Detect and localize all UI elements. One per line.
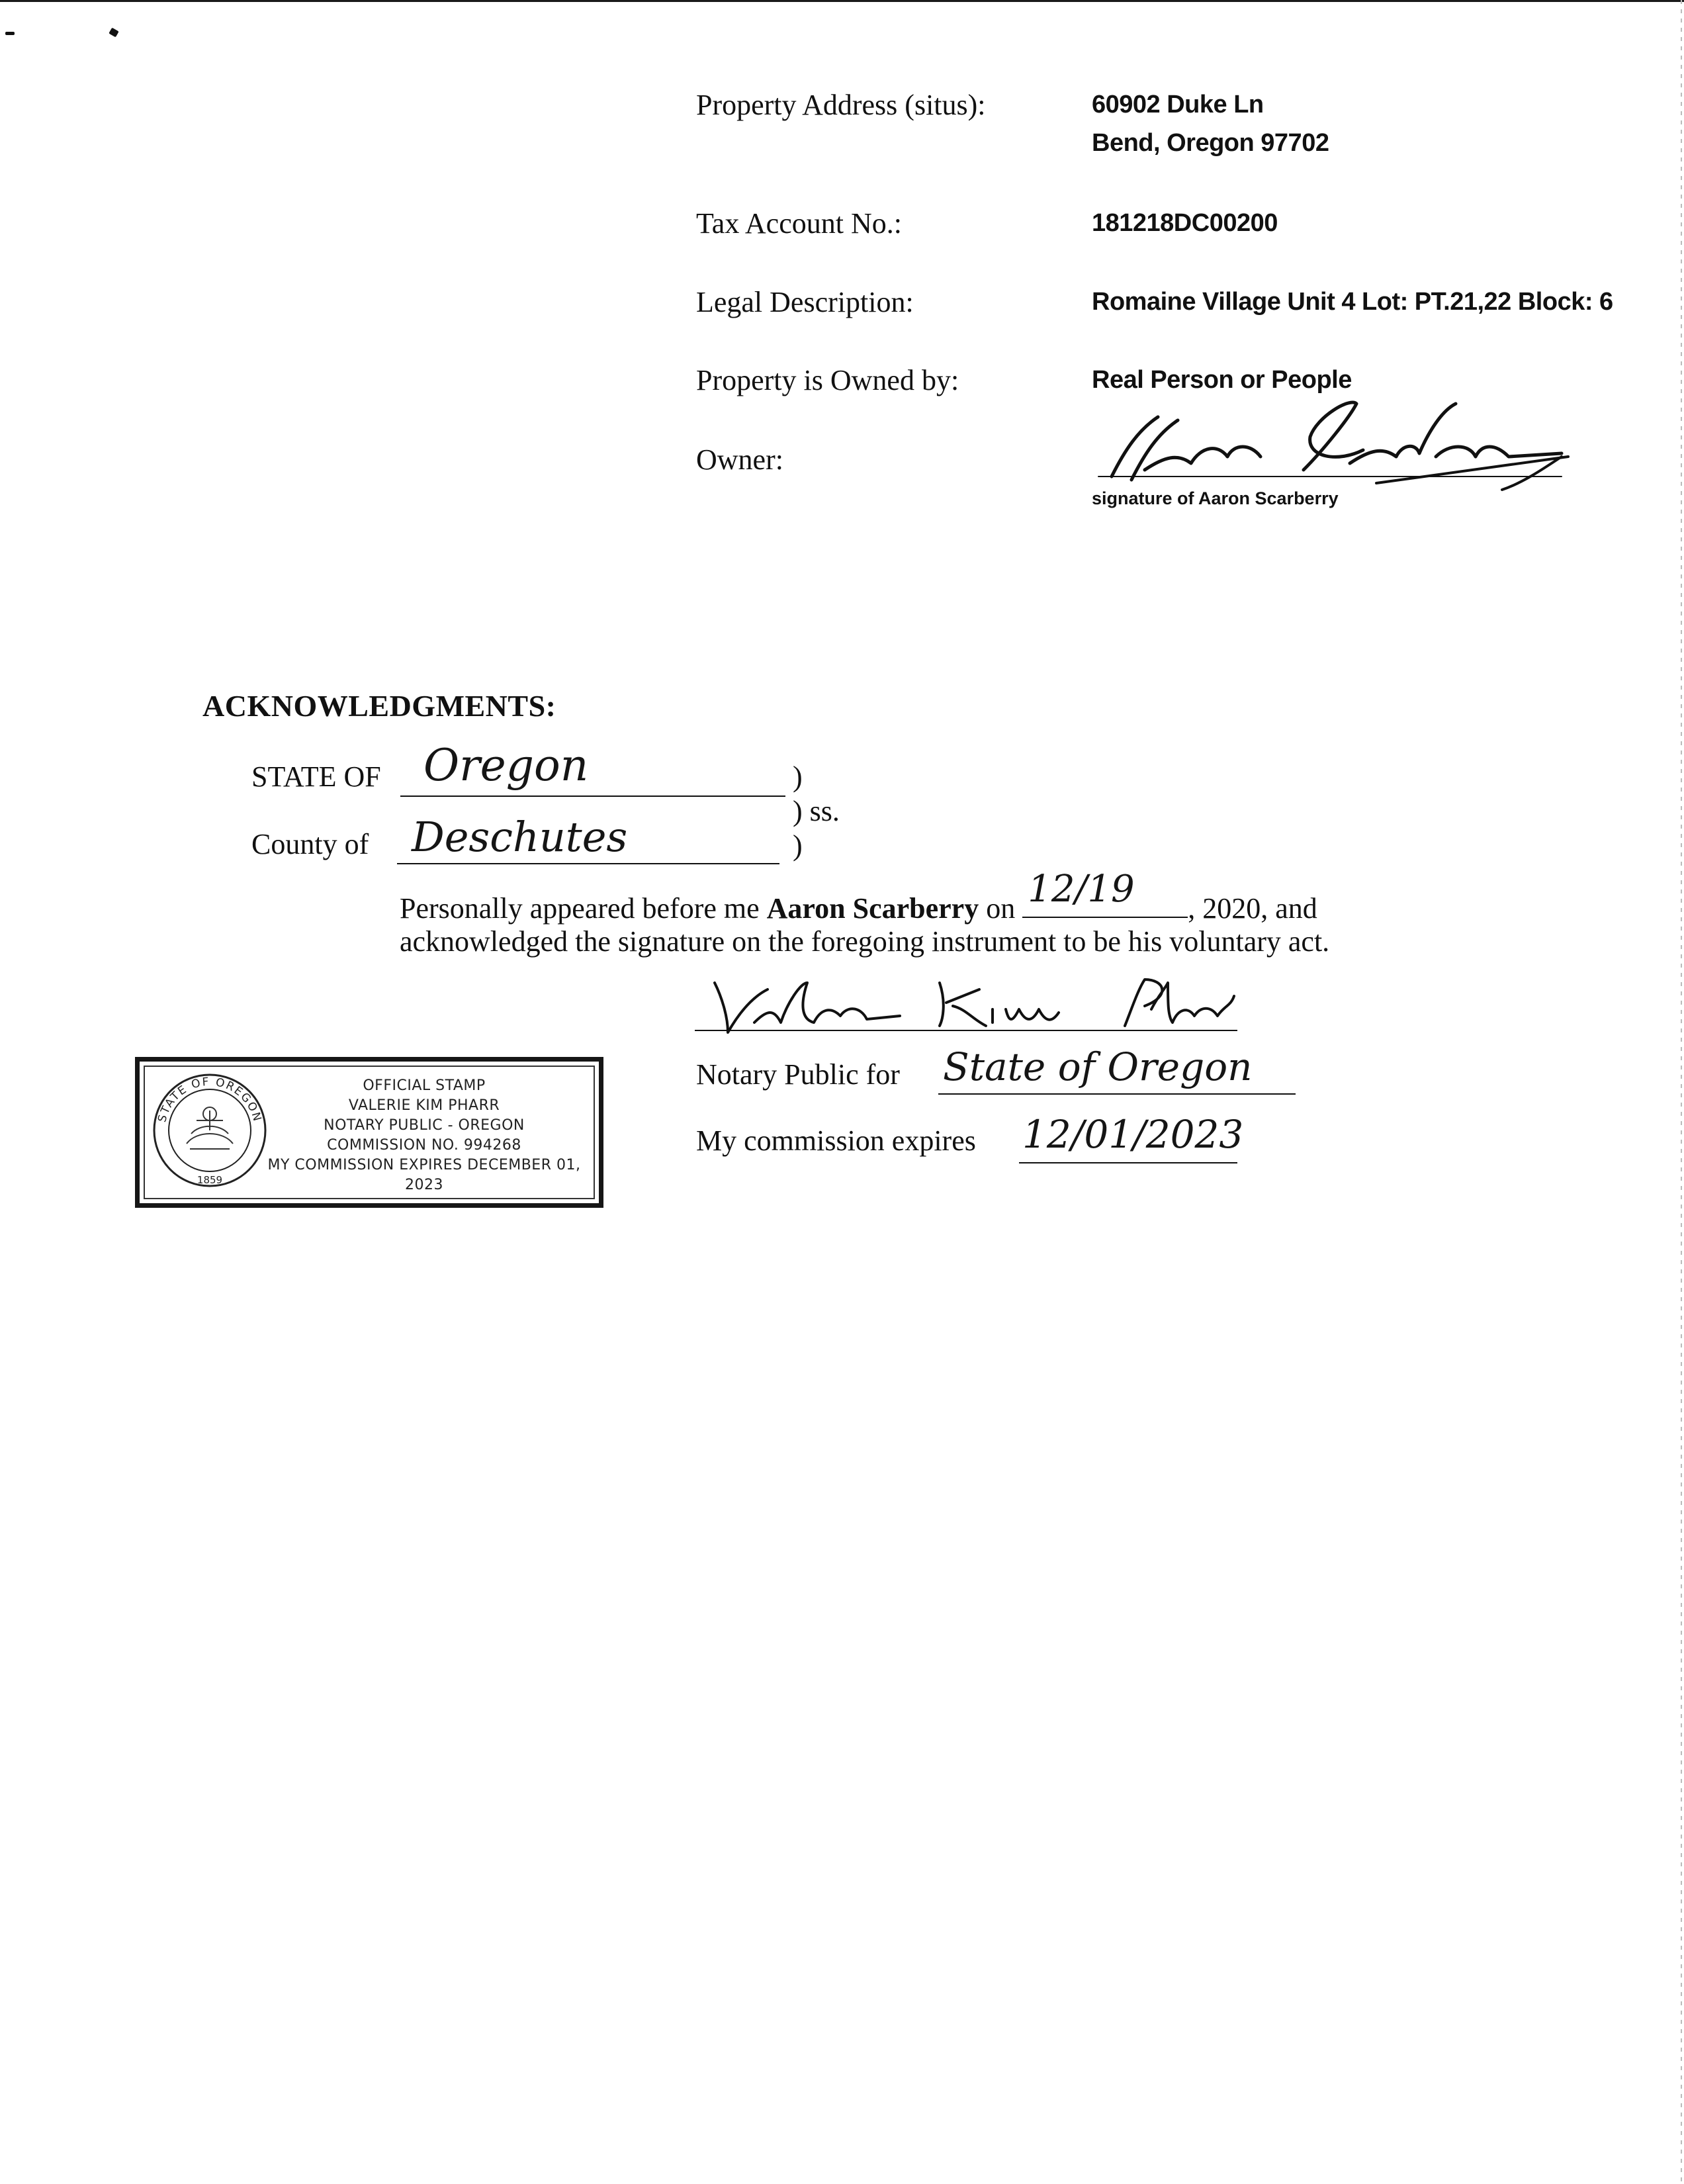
ss-mark: ) ss. [793,795,840,827]
paren-bottom: ) [793,829,803,862]
owned-by-label: Property is Owned by: [696,364,959,396]
oregon-state-seal [150,1071,269,1190]
property-address-label: Property Address (situs): [696,89,986,121]
date-blank [1022,868,1188,918]
stamp-line-3: NOTARY PUBLIC - OREGON [324,1117,525,1134]
owner-signature-caption: signature of Aaron Scarberry [1092,488,1339,508]
para-prefix: Personally appeared before me [400,892,760,925]
commission-underline [1019,1162,1237,1163]
date-handwritten: 12/19 [1028,868,1135,911]
stamp-text-block [252,1076,596,1195]
seal-year: 1859 [197,1174,223,1186]
official-notary-stamp [135,1057,603,1208]
para-on: on [986,892,1016,925]
scan-top-edge [0,0,1684,2]
tax-account-value: 181218DC00200 [1092,209,1278,237]
property-address-line2: Bend, Oregon 97702 [1092,129,1329,157]
commission-label: My commission expires [696,1124,976,1157]
scan-speck [5,32,15,35]
seal-text: STATE OF OREGON [155,1075,264,1124]
notary-for-handwritten: State of Oregon [943,1044,1253,1089]
legal-description-label: Legal Description: [696,286,914,318]
commission-handwritten: 12/01/2023 [1022,1112,1244,1157]
state-of-label: STATE OF [251,760,381,793]
paren-top: ) [793,760,803,793]
para-year: , 2020, and [1188,892,1317,925]
notary-for-underline [938,1093,1296,1095]
legal-description-value: Romaine Village Unit 4 Lot: PT.21,22 Block: 6 [1092,288,1613,316]
property-address-line1: 60902 Duke Ln [1092,91,1264,118]
para-name: Aaron Scarberry [766,892,979,925]
scan-speck [109,28,118,38]
notary-for-label: Notary Public for [696,1058,900,1091]
acknowledgments-heading: ACKNOWLEDGMENTS: [202,689,556,723]
owner-label: Owner: [696,443,783,476]
county-handwritten: Deschutes [412,813,628,861]
stamp-line-4: COMMISSION NO. 994268 [327,1137,521,1154]
county-of-label: County of [251,828,369,860]
state-handwritten: Oregon [423,740,589,791]
owned-by-value: Real Person or People [1092,366,1352,394]
stamp-line-5: MY COMMISSION EXPIRES DECEMBER 01, 2023 [267,1157,581,1193]
county-underline [397,863,779,864]
para-line2: acknowledged the signature on the foregoing instrument to be his voluntary act. [400,925,1330,958]
tax-account-label: Tax Account No.: [696,207,902,240]
acknowledgment-paragraph [400,868,1525,958]
stamp-line-1: OFFICIAL STAMP [363,1077,486,1094]
state-underline [400,796,785,797]
notary-signature [701,970,1244,1042]
stamp-line-2: VALERIE KIM PHARR [348,1097,500,1114]
scan-right-edge [1681,0,1682,2184]
